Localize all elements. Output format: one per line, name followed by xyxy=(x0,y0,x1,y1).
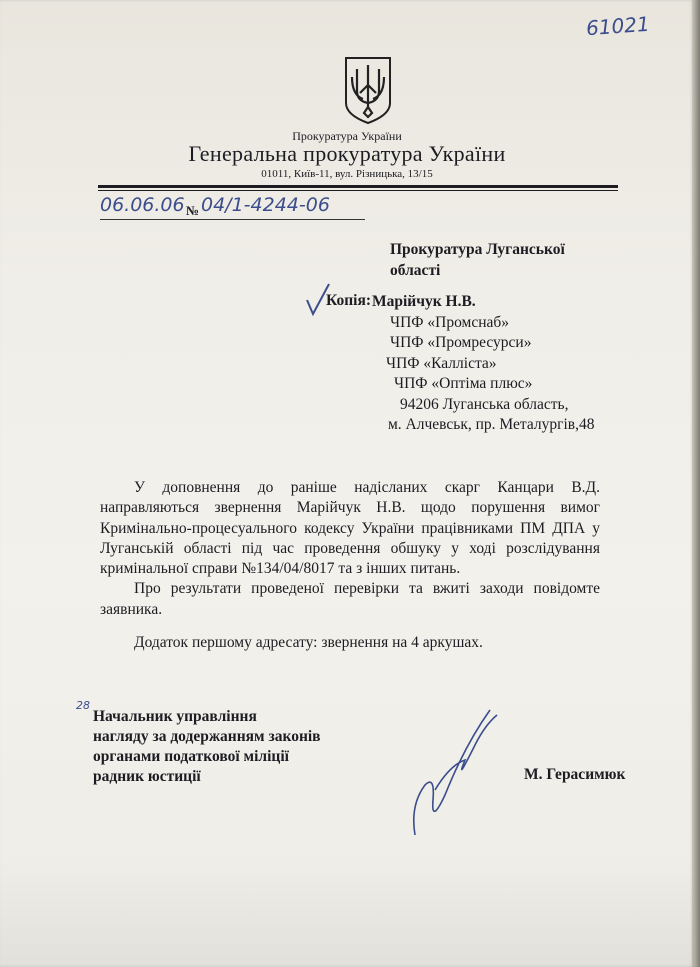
recipient-line: області xyxy=(390,262,441,279)
copy-item: м. Алчевськ, пр. Металургів,48 xyxy=(388,416,595,433)
signatory-title-line: Начальник управління xyxy=(93,708,257,725)
letter-body xyxy=(100,478,600,620)
copy-item: ЧПФ «Промресурси» xyxy=(390,334,532,351)
copy-item: ЧПФ «Оптіма плюс» xyxy=(394,375,533,392)
signatory-title xyxy=(93,707,321,787)
copy-item: Марійчук Н.В. xyxy=(372,293,476,310)
recipient-block xyxy=(390,239,610,281)
annex-note: Додаток першому адресату: звернення на 4 аркушах. xyxy=(134,634,483,651)
header-rule-thin xyxy=(98,190,618,191)
reference-date: 06.06.06 xyxy=(100,194,185,216)
ministry-address: 01011, Київ-11, вул. Різницька, 13/15 xyxy=(261,168,433,180)
copy-item: ЧПФ «Промснаб» xyxy=(390,313,510,331)
signatory-title-line: органами податкової міліції xyxy=(93,748,289,765)
body-paragraph: Про результати проведеної перевірки та вжиті заходи повідомте заявника. xyxy=(100,580,600,618)
reference-underline xyxy=(100,219,365,220)
copy-label: Копія: xyxy=(326,292,372,309)
signature-mark: 28 xyxy=(76,699,90,712)
ministry-name-large: Генеральна прокуратура України xyxy=(188,141,506,166)
ministry-name-small: Прокуратура України xyxy=(292,129,402,143)
signatory-name: М. Герасимюк xyxy=(524,766,626,783)
signatory-title-line: нагляду за додержанням законів xyxy=(93,728,321,745)
trident-emblem-icon xyxy=(343,55,393,125)
signatory-title-line: радник юстиції xyxy=(93,768,201,785)
copy-recipients-list xyxy=(372,292,594,436)
reference-number: 04/1-4244-06 xyxy=(201,194,330,216)
handwritten-signature-icon xyxy=(405,705,505,840)
page-shadow xyxy=(0,860,694,967)
header-rule-thick xyxy=(98,185,618,188)
handwritten-number: 61021 xyxy=(585,11,651,41)
body-paragraph: У доповнення до раніше надісланих скарг Канцари В.Д. направляються звернення Марійчук Н.В. щодо порушення вимог Кримінально-процесуального кодексу України працівниками ПМ ДПА у Луганській області під час проведення обшуку у ході розслідування кримінальної справи №134/04/8017 та з інших питань. xyxy=(100,479,600,578)
copy-item: 94206 Луганська область, xyxy=(400,395,569,413)
reference-number-sign: № xyxy=(186,203,200,218)
copy-item: ЧПФ «Калліста» xyxy=(386,354,497,372)
recipient-line: Прокуратура Луганської xyxy=(390,241,565,258)
